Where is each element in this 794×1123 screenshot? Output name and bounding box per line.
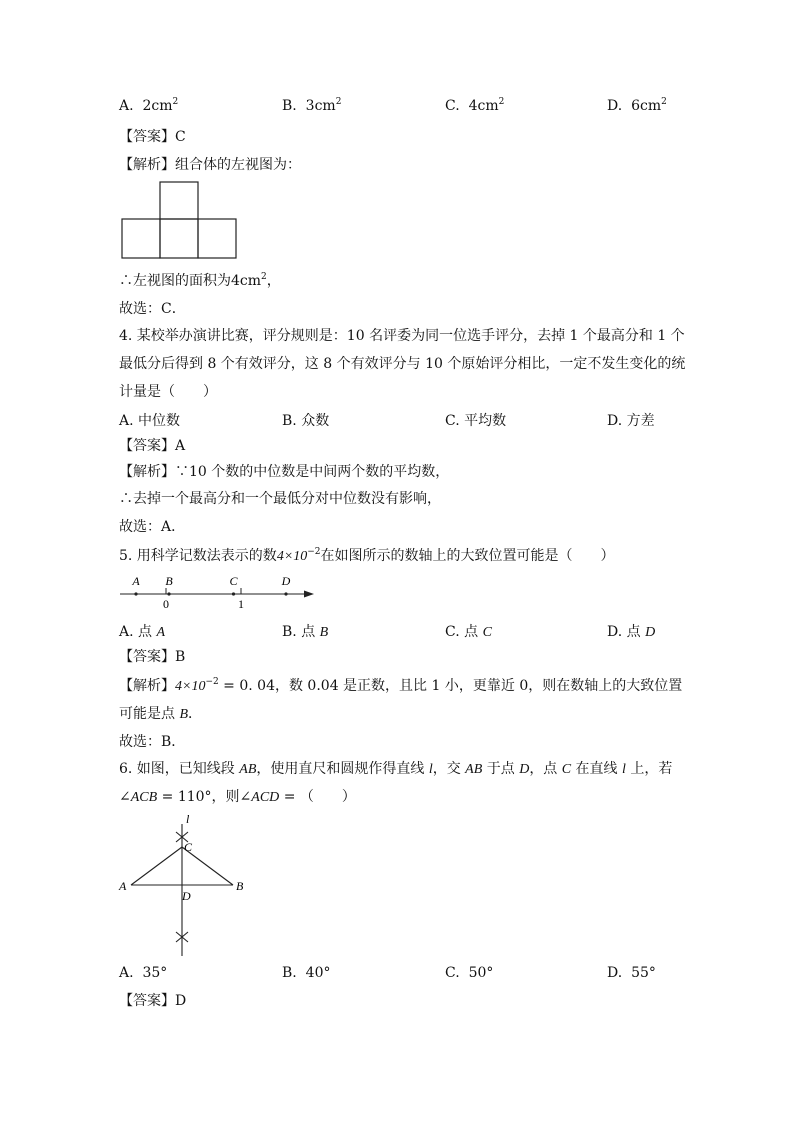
q6-option-b: B. 40° [282,965,331,981]
q3-options [119,98,679,118]
q5-option-a: A. 点 A [119,624,166,640]
label-a: A [119,879,127,893]
label-one: 1 [238,597,244,611]
q6-answer: 【答案】D [119,993,187,1009]
q6-options [119,965,679,985]
q4-analysis-line-1: 【解析】∵10 个数的中位数是中间两个数的平均数， [119,464,450,480]
q4-analysis-line-2: ∴去掉一个最高分和一个最低分对中位数没有影响， [119,491,441,507]
left-view-square-2 [160,219,198,258]
label-d: D [281,574,291,588]
number-line-arrow [304,591,314,598]
q5-analysis-line-2: 可能是点 B． [119,706,203,722]
label-d: D [182,889,191,903]
q3-option-d: D. $6cm^2$ [607,97,667,114]
q4-stem-line-1: 4. 某校举办演讲比赛，评分规则是：10 名评委为同一位选手评分，去掉 1 个最高分和 1 个 [119,328,685,344]
point-c [232,592,235,595]
q5-stem: 5. 用科学记数法表示的数$4\times 10^{-2}$在如图所示的数轴上的大致位置可能是（ ） [119,547,615,564]
q4-option-a: A. 中位数 [119,413,181,429]
q4-stem-line-2: 最低分后得到 8 个有效评分，这 8 个有效评分与 10 个原始评分相比，一定不发生变化的统 [119,356,686,372]
q4-final: 故选：A． [119,519,186,535]
q4-option-d: D. 方差 [607,413,655,429]
q5-option-c: C. 点 C [445,624,492,640]
q3-conclusion: ∴左视图的面积为$4cm^2$， [119,272,281,289]
left-view-square-top [160,182,198,219]
q4-stem-line-3: 计量是（ ） [119,384,217,400]
q6-option-a: A. 35° [119,965,168,981]
q5-option-b: B. 点 B [282,624,329,640]
q6-option-d: D. 55° [607,965,656,981]
left-view-figure [121,181,241,261]
label-a: A [132,574,140,588]
left-view-square-3 [198,219,236,258]
q5-answer: 【答案】B [119,649,186,665]
q3-final: 故选：C． [119,301,186,317]
q3-analysis: 【解析】组合体的左视图为： [119,157,301,173]
q3-option-b: B. $3cm^2$ [282,97,342,114]
label-l: l [186,812,190,826]
q5-analysis-line-1: 【解析】$4\times 10^{-2} = 0$. 04，数 0.04 是正数，且比 1 小，更靠近 0，则在数轴上的大致位置 [119,677,683,694]
left-view-square-1 [122,219,160,258]
point-d [284,592,287,595]
q3-answer: 【答案】C [119,129,186,145]
q4-options [119,410,679,430]
label-b: B [165,574,173,588]
q6-stem-line-2: ∠ACB = 110°，则∠ACD = （ ） [119,789,356,805]
q3-option-c: C. $4cm^2$ [445,97,505,114]
q4-option-c: C. 平均数 [445,413,507,429]
point-b [167,592,170,595]
label-zero: 0 [163,597,169,611]
q4-answer: 【答案】A [119,438,186,454]
q5-final: 故选：B． [119,734,186,750]
q5-option-d: D. 点 D [607,624,656,640]
q6-option-c: C. 50° [445,965,494,981]
number-line-figure [118,573,322,613]
label-b: B [236,879,244,893]
label-c: C [229,574,238,588]
q3-option-a: A. $2cm^2$ [119,97,179,114]
triangle-figure [116,812,256,960]
q4-option-b: B. 众数 [282,413,330,429]
point-a [134,592,137,595]
q5-options [119,621,679,641]
q6-stem-line-1: 6. 如图，已知线段 AB，使用直尺和圆规作得直线 l，交 AB 于点 D，点 C 在直线 l 上，若 [119,761,673,777]
segment-ac [131,847,182,885]
label-c: C [184,840,193,854]
